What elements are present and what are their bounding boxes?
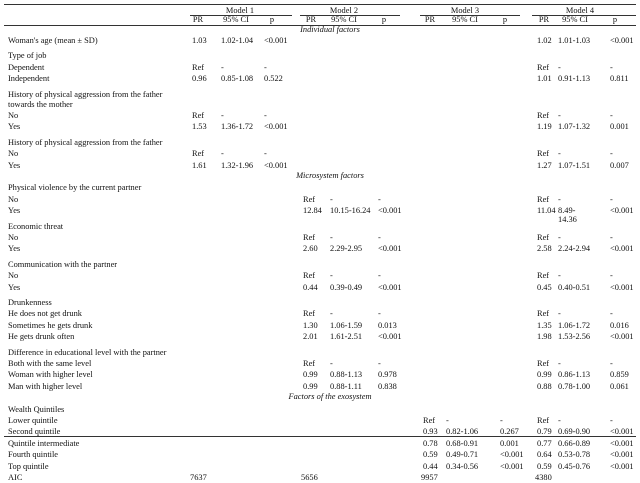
table-cell: Ref	[303, 271, 316, 281]
variable-label: Economic threat	[8, 221, 64, 231]
table-cell: <0.001	[378, 206, 402, 216]
table-cell: -	[558, 62, 561, 72]
table-cell: <0.001	[610, 282, 634, 292]
table-cell: <0.001	[500, 450, 524, 460]
table-cell: 4380	[535, 473, 552, 482]
table-cell: 0.93	[423, 427, 438, 437]
table-cell: -	[500, 416, 503, 425]
table-cell: 0.016	[610, 320, 629, 330]
row-label: AIC	[8, 473, 23, 482]
table-cell: -	[558, 416, 561, 425]
section-title: Microsystem factors	[296, 171, 364, 180]
row-label: No	[8, 149, 19, 159]
row-label: Yes	[8, 244, 21, 254]
table-cell: -	[330, 309, 333, 319]
row-label: Man with higher level	[8, 381, 83, 391]
table-cell: 1.30	[303, 320, 318, 330]
table-cell: Ref	[537, 233, 550, 242]
model-header: Model 3	[450, 6, 480, 15]
table-cell: 0.267	[500, 427, 519, 437]
table-cell: 0.91-1.13	[558, 74, 591, 84]
subheader: PR	[424, 15, 436, 24]
table-cell: -	[610, 194, 613, 204]
table-cell: 0.78	[423, 438, 438, 448]
table-cell: -	[221, 149, 224, 159]
table-cell: <0.001	[610, 461, 634, 471]
table-cell: -	[264, 62, 267, 72]
table-cell: 12.84	[303, 206, 322, 216]
row-label: Quintile intermediate	[8, 438, 80, 448]
table-cell: 0.64	[537, 450, 552, 460]
table-cell: 0.061	[610, 381, 629, 391]
table-cell: <0.001	[264, 160, 288, 170]
row-label: Independent	[8, 74, 50, 84]
table-cell: 0.007	[610, 160, 629, 170]
variable-label: Difference in educational level with the partner	[8, 347, 167, 357]
table-cell: -	[378, 359, 381, 368]
section-title: Individual factors	[300, 25, 360, 34]
table-cell: 0.99	[537, 370, 552, 380]
table-cell: 0.45	[537, 282, 552, 292]
table-cell: 1.61	[192, 160, 207, 170]
table-cell: 5656	[301, 473, 318, 482]
table-cell: -	[264, 111, 267, 120]
table-cell: <0.001	[610, 206, 634, 216]
table-cell: 2.24-2.94	[558, 244, 591, 254]
table-cell: <0.001	[378, 282, 402, 292]
subheader: PR	[538, 15, 550, 24]
table-cell: -	[378, 309, 381, 319]
table-cell: -	[264, 149, 267, 159]
row-label: Sometimes he gets drunk	[8, 320, 93, 330]
row-label: Second quintile	[8, 427, 61, 437]
subheader: 95% CI	[452, 15, 478, 24]
table-cell: <0.001	[610, 332, 634, 342]
subheader: PR	[305, 15, 317, 24]
table-cell: 0.99	[303, 370, 318, 380]
table-cell: -	[378, 233, 381, 242]
table-cell: -	[558, 309, 561, 319]
table-cell: Ref	[537, 194, 550, 204]
row-label: He does not get drunk	[8, 309, 82, 319]
table-cell: 0.978	[378, 370, 397, 380]
variable-label: Wealth Quintiles	[8, 404, 65, 414]
model-header: Model 4	[565, 6, 595, 15]
table-cell: Ref	[303, 309, 316, 319]
row-label: No	[8, 111, 19, 120]
row-label: No	[8, 194, 19, 204]
row-label: Yes	[8, 160, 21, 170]
table-cell: 0.001	[500, 438, 519, 448]
table-cell: 0.859	[610, 370, 629, 380]
table-cell: 0.77	[537, 438, 552, 448]
table-cell: 0.49-0.71	[446, 450, 479, 460]
table-cell: -	[610, 62, 613, 72]
table-cell: 0.522	[264, 74, 283, 84]
row-label: No	[8, 233, 19, 242]
table-cell: Ref	[192, 111, 205, 120]
table-cell: -	[558, 233, 561, 242]
subheader: 95% CI	[331, 15, 357, 24]
table-cell: Ref	[303, 359, 316, 368]
table-cell: Ref	[537, 359, 550, 368]
table-cell: Ref	[423, 416, 436, 425]
table-cell: 1.06-1.59	[330, 320, 363, 330]
table-cell: 9957	[421, 473, 438, 482]
table-cell: 0.53-0.78	[558, 450, 591, 460]
table-cell: 2.58	[537, 244, 552, 254]
table-cell: Ref	[192, 62, 205, 72]
table-cell: 0.40-0.51	[558, 282, 591, 292]
table-cell: 0.88-1.11	[330, 381, 362, 391]
table-cell: 1.06-1.72	[558, 320, 591, 330]
table-cell: 7637	[190, 473, 207, 482]
subheader: 95% CI	[223, 15, 249, 24]
table-cell: 1.53	[192, 122, 207, 132]
row-label: Woman with higher level	[8, 370, 93, 380]
row-label: He gets drunk often	[8, 332, 75, 342]
row-label: Lower quintile	[8, 416, 58, 425]
variable-label: Drunkenness	[8, 298, 52, 307]
variable-label: History of physical aggression from the father	[8, 89, 163, 99]
table-cell: 0.838	[378, 381, 397, 391]
table-cell: 1.19	[537, 122, 552, 132]
table-cell: 0.69-0.90	[558, 427, 591, 437]
table-cell: 0.013	[378, 320, 397, 330]
table-cell: Ref	[303, 233, 316, 242]
table-cell: 0.88-1.13	[330, 370, 363, 380]
row-label: Yes	[8, 282, 21, 292]
subheader: PR	[192, 15, 204, 24]
table-cell: 0.44	[303, 282, 318, 292]
subheader: 95% CI	[562, 15, 588, 24]
table-cell: -	[610, 271, 613, 281]
table-cell: Ref	[303, 194, 316, 204]
table-cell: -	[221, 62, 224, 72]
table-cell: -	[610, 309, 613, 319]
section-title: Factors of the exosystem	[288, 392, 372, 402]
table-cell: -	[558, 111, 561, 120]
table-cell: <0.001	[610, 438, 634, 448]
variable-label: towards the mother	[8, 99, 73, 109]
table-cell: 1.35	[537, 320, 552, 330]
subheader: p	[502, 15, 508, 24]
variable-label: Physical violence by the current partner	[8, 183, 142, 193]
table-cell: Ref	[537, 111, 550, 120]
table-cell: 1.53-2.56	[558, 332, 591, 342]
table-cell: -	[610, 149, 613, 159]
table-cell: 1.61-2.51	[330, 332, 363, 342]
variable-label: Type of job	[8, 51, 47, 61]
table-cell: -	[378, 271, 381, 281]
table-cell: Ref	[537, 416, 550, 425]
table-cell: -	[558, 359, 561, 368]
table-cell: 1.98	[537, 332, 552, 342]
table-cell: 0.85-1.08	[221, 74, 254, 84]
table-cell: 0.79	[537, 427, 552, 437]
table-cell: 0.86-1.13	[558, 370, 591, 380]
table-cell: Ref	[537, 309, 550, 319]
table-cell: 0.66-0.89	[558, 438, 591, 448]
table-cell: <0.001	[500, 461, 524, 471]
table-cell: 2.01	[303, 332, 318, 342]
table-cell: 1.03	[192, 36, 207, 45]
table-cell: <0.001	[610, 244, 634, 254]
table-cell: 0.001	[610, 122, 629, 132]
table-cell: -	[558, 149, 561, 159]
table-cell: 1.01	[537, 74, 552, 84]
model-header: Model 1	[225, 6, 255, 15]
table-cell: -	[378, 194, 381, 204]
table-cell: 14.36	[558, 215, 577, 225]
table-cell: 1.36-1.72	[221, 122, 254, 132]
table-cell: -	[330, 233, 333, 242]
table-cell: 0.78-1.00	[558, 381, 591, 391]
variable-label: Communication with the partner	[8, 259, 118, 269]
row-label: Both with the same level	[8, 359, 92, 368]
table-cell: Ref	[537, 271, 550, 281]
table-cell: Ref	[537, 62, 550, 72]
table-cell: <0.001	[264, 122, 288, 132]
table-cell: 1.32-1.96	[221, 160, 254, 170]
table-cell: <0.001	[610, 450, 634, 460]
table-cell: 0.59	[537, 461, 552, 471]
table-cell: -	[221, 111, 224, 120]
table-cell: Ref	[192, 149, 205, 159]
subheader: p	[612, 15, 618, 24]
table-cell: 1.07-1.32	[558, 122, 591, 132]
table-cell: <0.001	[264, 36, 288, 45]
table-cell: 0.34-0.56	[446, 461, 479, 471]
table-cell: -	[610, 233, 613, 242]
variable-label: History of physical aggression from the father	[8, 137, 163, 147]
table-bottom-rule	[4, 436, 636, 437]
table-cell: 1.27	[537, 160, 552, 170]
row-label: Top quintile	[8, 461, 49, 471]
table-cell: 10.15-16.24	[330, 206, 371, 216]
table-cell: -	[330, 271, 333, 281]
table-cell: -	[610, 359, 613, 368]
model-header: Model 2	[329, 6, 359, 15]
table-cell: <0.001	[378, 332, 402, 342]
table-cell: <0.001	[378, 244, 402, 254]
table-cell: 0.59	[423, 450, 438, 460]
subheader: p	[381, 15, 387, 24]
table-cell: 11.04	[537, 206, 556, 216]
table-cell: -	[558, 271, 561, 281]
table-cell: 0.88	[537, 381, 552, 391]
table-cell: 1.07-1.51	[558, 160, 591, 170]
table-cell: Ref	[537, 149, 550, 159]
table-cell: 0.96	[192, 74, 207, 84]
table-cell: 0.39-0.49	[330, 282, 363, 292]
table-cell: -	[610, 111, 613, 120]
table-cell: 1.02	[537, 36, 552, 45]
table-cell: 1.01-1.03	[558, 36, 591, 45]
table-cell: -	[330, 194, 333, 204]
row-label: No	[8, 271, 19, 281]
table-cell: 2.60	[303, 244, 318, 254]
row-label: Yes	[8, 122, 21, 132]
table-cell: 2.29-2.95	[330, 244, 363, 254]
subheader: p	[269, 15, 275, 24]
table-cell: -	[446, 416, 449, 425]
table-cell: -	[330, 359, 333, 368]
table-cell: <0.001	[610, 36, 634, 45]
table-cell: -	[558, 194, 561, 204]
table-cell: 0.68-0.91	[446, 438, 479, 448]
table-cell: 8.49-	[558, 206, 576, 216]
table-cell: 1.02-1.04	[221, 36, 254, 45]
table-cell: 0.99	[303, 381, 318, 391]
row-label: Fourth quintile	[8, 450, 59, 460]
table-cell: 0.45-0.76	[558, 461, 591, 471]
table-top-rule	[4, 4, 636, 5]
table-cell: 0.44	[423, 461, 438, 471]
row-label: Dependent	[8, 62, 45, 72]
table-cell: -	[610, 416, 613, 425]
row-label: Yes	[8, 206, 21, 216]
row-label: Woman's age (mean ± SD)	[8, 36, 98, 45]
table-cell: 0.811	[610, 74, 629, 84]
table-cell: 0.82-1.06	[446, 427, 479, 437]
table-cell: <0.001	[610, 427, 634, 437]
